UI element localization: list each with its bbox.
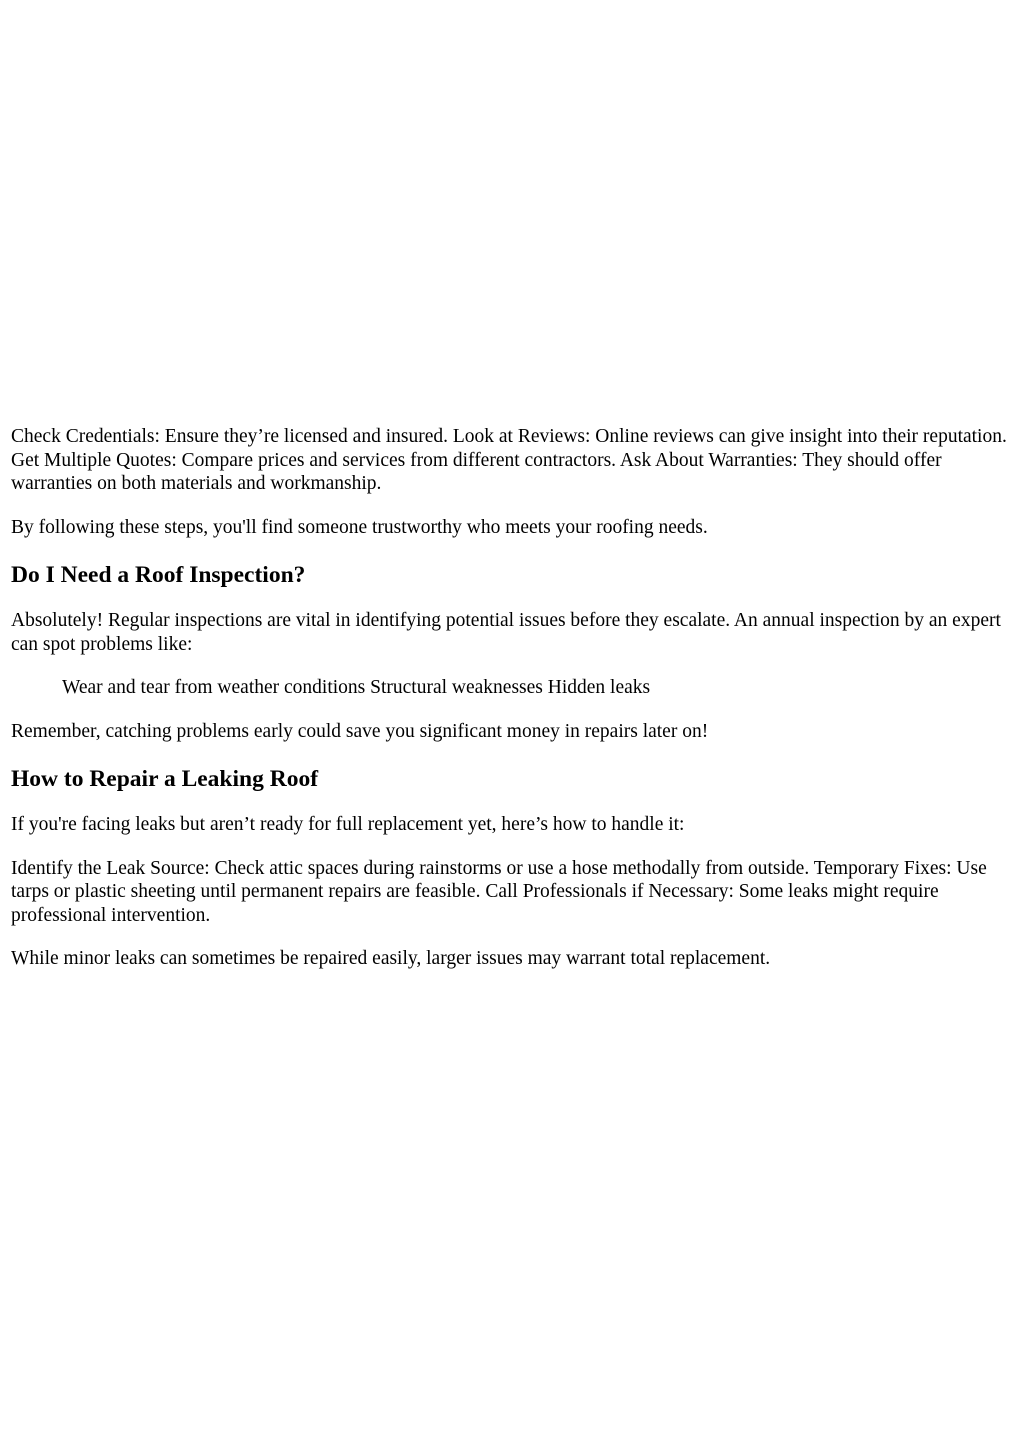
paragraph-following-steps: By following these steps, you'll find someone trustworthy who meets your roofing needs. bbox=[11, 516, 708, 538]
paragraph-absolutely: Absolutely! Regular inspections are vital in identifying potential issues before they escalate. An annual inspection by an expert can spot problems like: bbox=[11, 610, 1001, 655]
list-problems: Wear and tear from weather conditions Structural weaknesses Hidden leaks bbox=[62, 677, 651, 698]
paragraph-minor-leaks: While minor leaks can sometimes be repaired easily, larger issues may warrant total replacement. bbox=[11, 948, 771, 969]
paragraph-credentials: Check Credentials: Ensure they’re licensed and insured. Look at Reviews: Online reviews can give insight into their reputation. Get Multiple Quotes: Compare prices and services from different contractors. Ask About Warranties: They should offer warranties on both materials and workmanship. bbox=[11, 426, 1007, 494]
article-content bbox=[11, 425, 1011, 971]
paragraph-identify-leak: Identify the Leak Source: Check attic spaces during rainstorms or use a hose methodally from outside. Temporary Fixes: Use tarps or plastic sheeting until permanent repairs are feasible. Call Professionals if Necessary: Some leaks might require professional intervention. bbox=[11, 857, 987, 926]
paragraph-remember: Remember, catching problems early could save you significant money in repairs later on! bbox=[11, 720, 709, 742]
heading-roof-inspection: Do I Need a Roof Inspection? bbox=[11, 562, 306, 588]
paragraph-facing-leaks: If you're facing leaks but aren’t ready for full replacement yet, here’s how to handle it: bbox=[11, 814, 685, 835]
heading-repair-leaking-roof: How to Repair a Leaking Roof bbox=[11, 766, 319, 792]
